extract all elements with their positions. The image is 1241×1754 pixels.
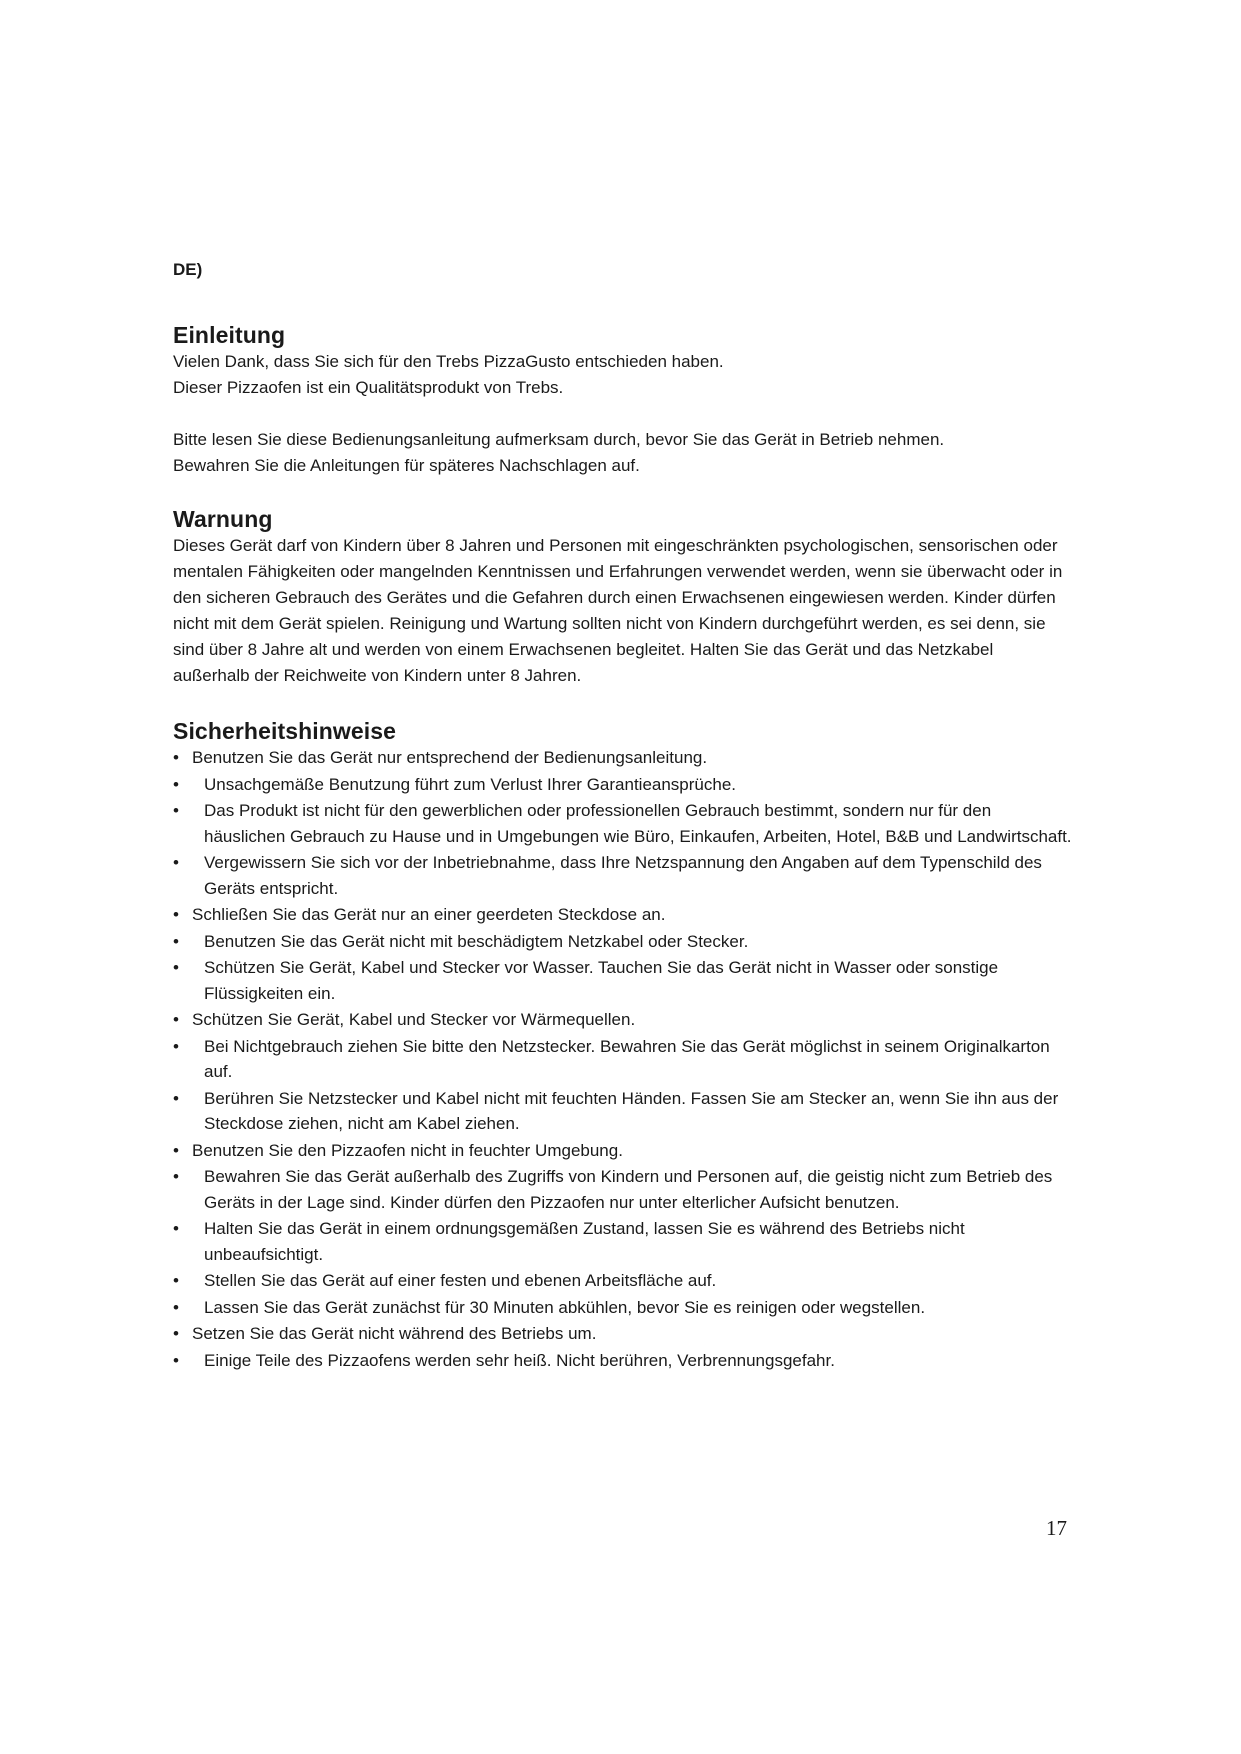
list-item-text: Berühren Sie Netzstecker und Kabel nicht mit feuchten Händen. Fassen Sie am Stecker an, wenn Sie ihn aus der Steckdose ziehen, nicht am Kabel ziehen. <box>204 1088 1059 1133</box>
list-item <box>173 929 1073 955</box>
intro-line-2: Dieser Pizzaofen ist ein Qualitätsprodukt von Trebs. <box>173 378 564 397</box>
bullet-icon: • <box>173 1297 179 1317</box>
list-item-text: Schließen Sie das Gerät nur an einer geerdeten Steckdose an. <box>192 905 666 924</box>
list-item <box>173 1216 1073 1267</box>
list-item <box>173 955 1073 1006</box>
list-item <box>173 1034 1073 1085</box>
bullet-icon: • <box>173 748 179 767</box>
bullet-icon: • <box>173 801 179 820</box>
safety-list <box>173 745 1073 1373</box>
bullet-icon: • <box>173 1140 179 1160</box>
bullet-icon: • <box>173 1088 179 1108</box>
list-item-text: Stellen Sie das Gerät auf einer festen und ebenen Arbeitsfläche auf. <box>204 1271 717 1290</box>
bullet-icon: • <box>173 774 179 794</box>
list-item-text: Unsachgemäße Benutzung führt zum Verlust Ihrer Garantieansprüche. <box>204 774 737 794</box>
list-item <box>173 1268 1073 1294</box>
bullet-icon: • <box>173 1010 179 1029</box>
warning-section <box>173 505 1073 689</box>
list-item <box>173 798 1073 849</box>
bullet-icon: • <box>173 1167 179 1186</box>
intro-line-1: Vielen Dank, dass Sie sich für den Trebs PizzaGusto entschieden haben. <box>173 352 724 371</box>
list-item <box>173 1295 1073 1321</box>
page-content <box>173 259 1073 1374</box>
list-item <box>173 1321 1073 1347</box>
language-marker: DE) <box>173 260 203 279</box>
list-item <box>173 1086 1073 1137</box>
list-item-text: Halten Sie das Gerät in einem ordnungsgemäßen Zustand, lassen Sie es während des Betriebs nicht unbeaufsichtigt. <box>204 1219 965 1264</box>
intro-line-4: Bewahren Sie die Anleitungen für späteres Nachschlagen auf. <box>173 456 640 475</box>
warning-heading: Warnung <box>173 506 273 532</box>
list-item <box>173 772 1073 798</box>
bullet-icon: • <box>173 958 179 977</box>
list-item <box>173 902 1073 928</box>
bullet-icon: • <box>173 1219 179 1238</box>
list-item <box>173 850 1073 901</box>
page-number: 17 <box>1046 1516 1067 1540</box>
list-item <box>173 1348 1073 1374</box>
list-item-text: Das Produkt ist nicht für den gewerblichen oder professionellen Gebrauch bestimmt, sondern nur für den häuslichen Gebrauch zu Hause und in Umgebungen wie Büro, Einkaufen, Arbeiten, Hotel, B&B und Landwirtschaft. <box>204 801 1072 846</box>
list-item-text: Benutzen Sie den Pizzaofen nicht in feuchter Umgebung. <box>192 1140 623 1160</box>
bullet-icon: • <box>173 853 179 872</box>
bullet-icon: • <box>173 905 179 924</box>
list-item-text: Einige Teile des Pizzaofens werden sehr heiß. Nicht berühren, Verbrennungsgefahr. <box>204 1350 835 1370</box>
list-item-text: Setzen Sie das Gerät nicht während des Betriebs um. <box>192 1324 597 1343</box>
bullet-icon: • <box>173 1271 179 1290</box>
list-item <box>173 1164 1073 1215</box>
bullet-icon: • <box>173 1350 179 1370</box>
list-item-text: Vergewissern Sie sich vor der Inbetriebnahme, dass Ihre Netzspannung den Angaben auf dem Typenschild des Geräts entspricht. <box>204 853 1042 898</box>
intro-line-3: Bitte lesen Sie diese Bedienungsanleitung aufmerksam durch, bevor Sie das Gerät in Betrieb nehmen. <box>173 430 945 449</box>
list-item <box>173 1007 1073 1033</box>
bullet-icon: • <box>173 931 179 951</box>
warning-text: Dieses Gerät darf von Kindern über 8 Jahren und Personen mit eingeschränkten psychologischen, sensorischen oder mentalen Fähigkeiten oder mangelnden Kenntnissen und Erfahrungen verwendet werden, wenn sie überwacht oder in den sicheren Gebrauch des Gerätes und die Gefahren durch einen Erwachsenen eingewiesen werden. Kinder dürfen nicht mit dem Gerät spielen. Reinigung und Wartung sollten nicht von Kindern durchgeführt werden, es sei denn, sie sind über 8 Jahre alt und werden von einem Erwachsenen begleitet. Halten Sie das Gerät und das Netzkabel außerhalb der Reichweite von Kindern unter 8 Jahren. <box>173 536 1063 685</box>
bullet-icon: • <box>173 1324 179 1343</box>
intro-section <box>173 321 1073 479</box>
safety-section <box>173 717 1073 1373</box>
safety-heading: Sicherheitshinweise <box>173 718 397 744</box>
paragraph-gap <box>173 401 1073 427</box>
list-item <box>173 745 1073 771</box>
list-item-text: Schützen Sie Gerät, Kabel und Stecker vor Wasser. Tauchen Sie das Gerät nicht in Wasser oder sonstige Flüssigkeiten ein. <box>204 958 999 1003</box>
list-item-text: Bewahren Sie das Gerät außerhalb des Zugriffs von Kindern und Personen auf, die geistig nicht zum Betrieb des Geräts in der Lage sind. Kinder dürfen den Pizzaofen nur unter elterlicher Aufsicht benutzen. <box>204 1167 1053 1212</box>
list-item-text: Lassen Sie das Gerät zunächst für 30 Minuten abkühlen, bevor Sie es reinigen oder wegstellen. <box>204 1297 926 1317</box>
bullet-icon: • <box>173 1036 179 1056</box>
list-item-text: Benutzen Sie das Gerät nicht mit beschädigtem Netzkabel oder Stecker. <box>204 931 749 951</box>
list-item-text: Schützen Sie Gerät, Kabel und Stecker vor Wärmequellen. <box>192 1010 636 1029</box>
list-item <box>173 1138 1073 1164</box>
intro-heading: Einleitung <box>173 322 286 348</box>
list-item-text: Bei Nichtgebrauch ziehen Sie bitte den Netzstecker. Bewahren Sie das Gerät möglichst in seinem Originalkarton auf. <box>204 1036 1050 1081</box>
list-item-text: Benutzen Sie das Gerät nur entsprechend der Bedienungsanleitung. <box>192 748 708 767</box>
